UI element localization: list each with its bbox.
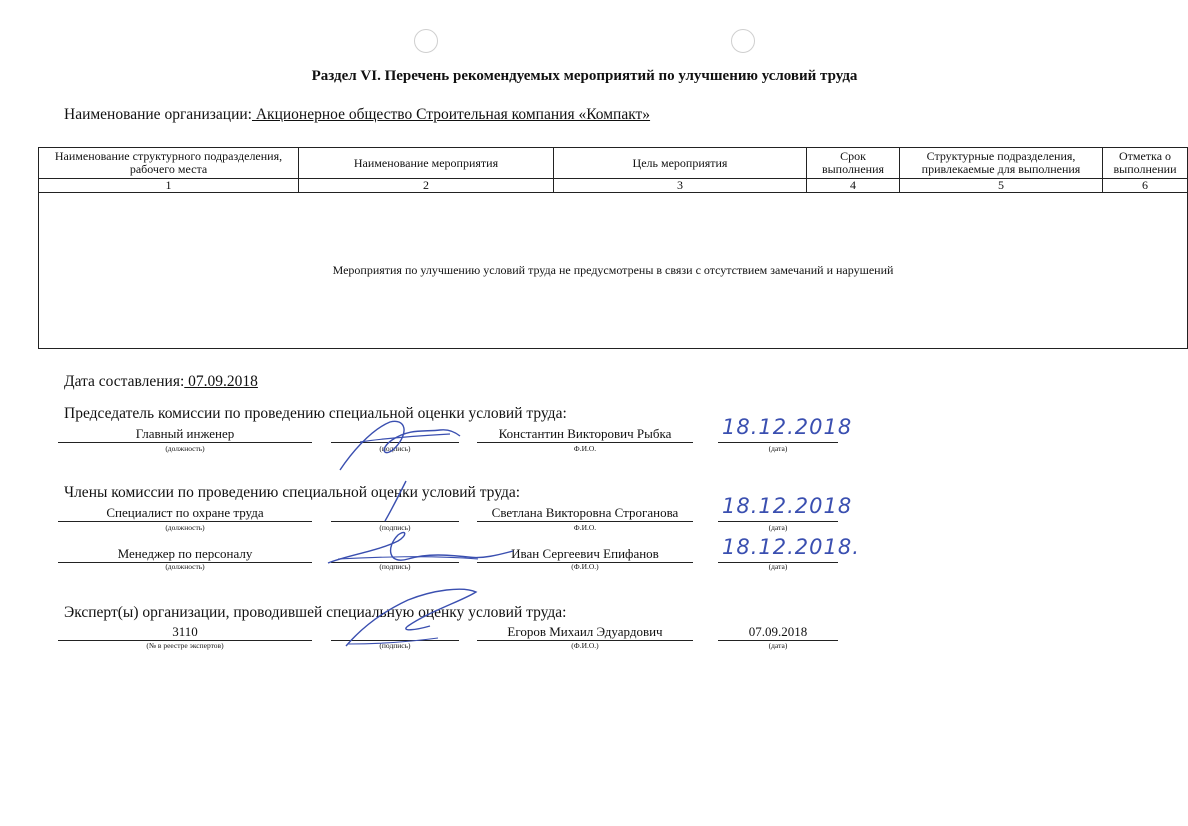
organization-name: Акционерное общество Строительная компания «Компакт» bbox=[251, 106, 651, 123]
chairman-date: 18.12.2018 bbox=[722, 415, 853, 439]
column-number: 2 bbox=[299, 179, 554, 193]
member-1-date: 18.12.2018 bbox=[722, 494, 853, 518]
member-1-name: Светлана Викторовна Строганова bbox=[477, 505, 693, 522]
member-2-signature-caption: (подпись) bbox=[379, 562, 411, 571]
header-workplace: Наименование структурного подразделения, рабочего места bbox=[39, 148, 299, 179]
table-number-row bbox=[39, 179, 1188, 193]
compile-date-line bbox=[64, 373, 258, 391]
expert-name-caption: (Ф.И.О.) bbox=[571, 641, 599, 650]
punch-hole-left bbox=[414, 29, 438, 53]
member-1-position: Специалист по охране труда bbox=[58, 505, 312, 522]
compile-date-label: Дата составления: bbox=[64, 373, 185, 390]
table-header-row bbox=[39, 148, 1188, 179]
expert-signature-caption: (подпись) bbox=[379, 641, 411, 650]
member-2-position-caption: (должность) bbox=[165, 562, 205, 571]
header-departments: Структурные подразделения, привлекаемые для выполнения bbox=[900, 148, 1103, 179]
member-1-signature bbox=[380, 475, 420, 525]
punch-hole-right bbox=[731, 29, 755, 53]
column-number: 6 bbox=[1103, 179, 1188, 193]
expert-date: 07.09.2018 bbox=[718, 624, 838, 641]
member-2-position: Менеджер по персоналу bbox=[58, 546, 312, 563]
member-2-date: 18.12.2018. bbox=[722, 535, 860, 559]
member-2-name-caption: (Ф.И.О.) bbox=[571, 562, 599, 571]
chairman-signature-caption: (подпись) bbox=[379, 444, 411, 453]
page-title: Раздел VI. Перечень рекомендуемых мероприятий по улучшению условий труда bbox=[311, 68, 858, 84]
chairman-name-caption: Ф.И.О. bbox=[573, 444, 597, 453]
compile-date-value: 07.09.2018 bbox=[184, 373, 258, 390]
member-1-name-caption: Ф.И.О. bbox=[573, 523, 597, 532]
chairman-name: Константин Викторович Рыбка bbox=[477, 426, 693, 443]
table-body-row bbox=[39, 193, 1188, 349]
expert-signature bbox=[338, 582, 488, 652]
member-1-date-caption: (дата) bbox=[768, 523, 788, 532]
member-1-signature-caption: (подпись) bbox=[379, 523, 411, 532]
header-goal: Цель мероприятия bbox=[554, 148, 807, 179]
organization-line bbox=[64, 106, 650, 124]
chairman-signature bbox=[330, 410, 470, 480]
chairman-heading: Председатель комиссии по проведению специальной оценки условий труда: bbox=[64, 405, 567, 422]
column-number: 3 bbox=[554, 179, 807, 193]
column-number: 1 bbox=[39, 179, 299, 193]
expert-registry-number: 3110 bbox=[58, 624, 312, 641]
member-1-position-caption: (должность) bbox=[165, 523, 205, 532]
organization-label: Наименование организации: bbox=[64, 106, 252, 123]
member-2-date-caption: (дата) bbox=[768, 562, 788, 571]
chairman-position: Главный инженер bbox=[58, 426, 312, 443]
member-2-signature bbox=[318, 525, 518, 575]
expert-name: Егоров Михаил Эдуардович bbox=[477, 624, 693, 641]
member-2-name: Иван Сергеевич Епифанов bbox=[477, 546, 693, 563]
header-measure: Наименование мероприятия bbox=[299, 148, 554, 179]
header-completion-mark: Отметка о выполнении bbox=[1103, 148, 1188, 179]
members-heading: Члены комиссии по проведению специальной оценки условий труда: bbox=[64, 484, 521, 501]
column-number: 4 bbox=[807, 179, 900, 193]
expert-date-caption: (дата) bbox=[768, 641, 788, 650]
header-deadline: Срок выполнения bbox=[807, 148, 900, 179]
column-number: 5 bbox=[900, 179, 1103, 193]
expert-heading: Эксперт(ы) организации, проводившей специальную оценку условий труда: bbox=[64, 604, 567, 621]
measures-table bbox=[38, 147, 1188, 349]
no-measures-note: Мероприятия по улучшению условий труда не предусмотрены в связи с отсутствием замечаний и нарушений bbox=[39, 193, 1188, 349]
expert-registry-caption: (№ в реестре экспертов) bbox=[146, 641, 224, 650]
chairman-date-caption: (дата) bbox=[768, 444, 788, 453]
chairman-position-caption: (должность) bbox=[165, 444, 205, 453]
